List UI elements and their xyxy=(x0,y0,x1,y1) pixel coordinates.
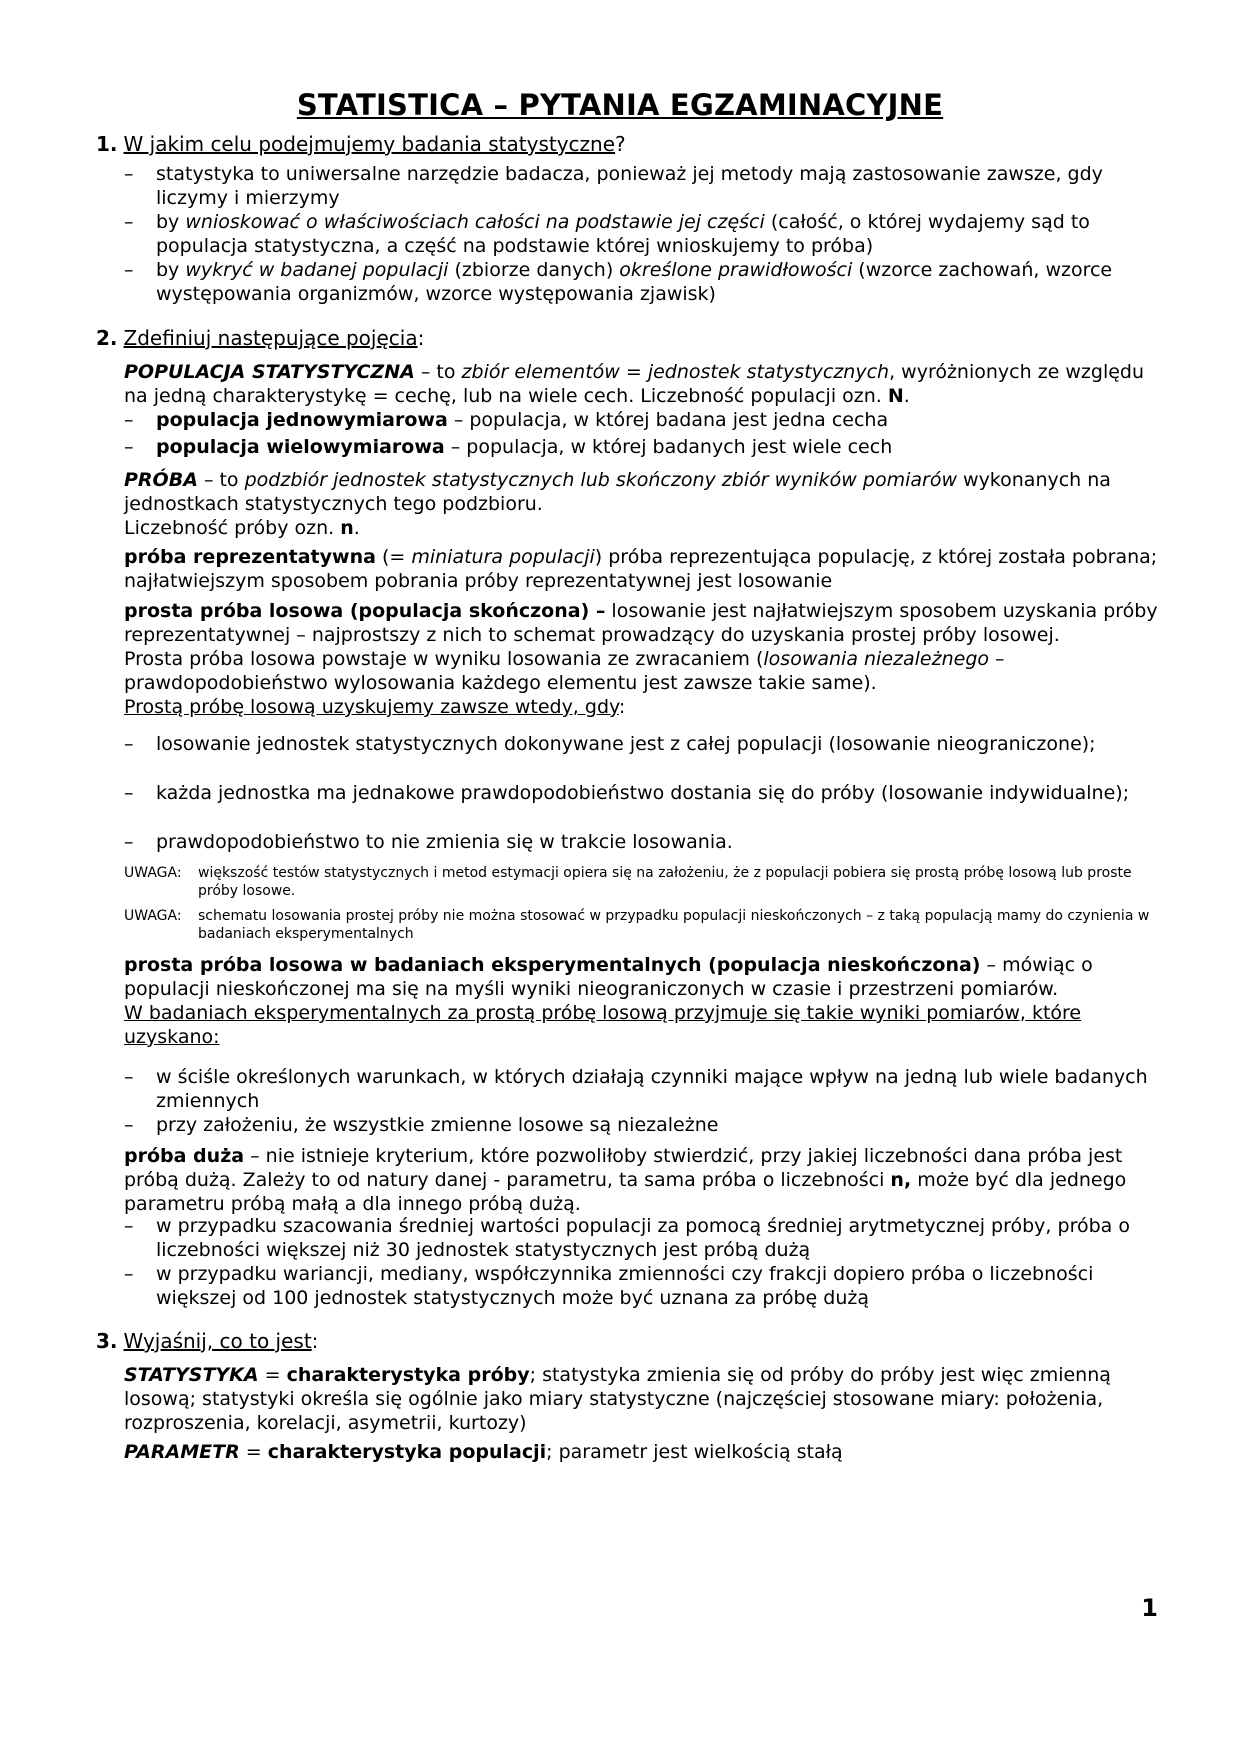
note: UWAGA: schematu losowania prostej próby nie można stosować w przypadku populacji nieskończonych – z taką populacją mamy do czynienia w badaniach eksperymentalnych xyxy=(124,908,1150,942)
bullet-dash: – xyxy=(124,436,134,458)
question-title: Zdefiniuj następujące pojęcia xyxy=(123,326,418,350)
bullet-dash: – xyxy=(124,1263,134,1285)
list-item: – w przypadku wariancji, mediany, współczynnika zmienności czy frakcji dopiero próba o liczebności większej od 100 jednostek statystycznych może być uznana za próbę dużą xyxy=(124,1263,1094,1309)
bullet-dash: – xyxy=(124,733,134,755)
definition-proba-eksperymentalna: prosta próba losowa w badaniach eksperymentalnych (populacja nieskończona) – mówiąc o populacji nieskończonej ma się na myśli wyniki nieograniczonych w czasie i przestrzeni pomiarów. W badaniach eksperymentalnych za prostą próbę losową przyjmuje się takie wyniki pomiarów, które uzyskano: xyxy=(124,954,1093,1048)
question-2-heading: 2. Zdefiniuj następujące pojęcia: xyxy=(96,326,425,350)
definition-prosta-proba-losowa: prosta próba losowa (populacja skończona) – losowanie jest najłatwiejszym sposobem uzyskania próby reprezentatywnej – najprostszy z nich to schemat prowadzący do uzyskania prostej próby losowej. Prosta próba losowa powstaje w wyniku losowania ze zwracaniem (losowania niezależnego – prawdopodobieństwo wylosowania każdego elementu jest zawsze takie same). Prostą próbę losową uzyskujemy zawsze wtedy, gdy: xyxy=(124,600,1158,718)
list-item: – prawdopodobieństwo to nie zmienia się w trakcie losowania. xyxy=(124,831,733,853)
list-item: – populacja jednowymiarowa – populacja, w której badana jest jedna cecha xyxy=(124,409,889,431)
question-number: 2. xyxy=(96,326,118,350)
list-item: – by wykryć w badanej populacji (zbiorze danych) określone prawidłowości (wzorce zachowań, wzorce występowania organizmów, wzorce występowania zjawisk) xyxy=(124,259,1113,305)
question-3-heading: 3. Wyjaśnij, co to jest: xyxy=(96,1329,319,1353)
bullet-dash: – xyxy=(124,782,134,804)
note: UWAGA: większość testów statystycznych i metod estymacji opiera się na założeniu, że z populacji pobiera się prostą próbę losową lub proste próby losowe. xyxy=(124,865,1132,899)
list-item: – by wnioskować o właściwościach całości na podstawie jej części (całość, o której wydajemy sąd to populacja statystyczna, a część na podstawie której wnioskujemy to próba) xyxy=(124,211,1090,257)
bullet-dash: – xyxy=(124,211,134,233)
definition-proba-reprezentatywna: próba reprezentatywna (= miniatura populacji) próba reprezentująca populację, z której została pobrana; najłatwiejszym sposobem pobrania próby reprezentatywnej jest losowanie xyxy=(124,546,1158,592)
bullet-dash: – xyxy=(124,409,134,431)
page-number: 1 xyxy=(1141,1594,1158,1622)
list-item: – w ściśle określonych warunkach, w których działają czynniki mające wpływ na jedną lub wiele badanych zmiennych xyxy=(124,1066,1148,1112)
definition-proba: PRÓBA – to podzbiór jednostek statystycznych lub skończony zbiór wyników pomiarów wykonanych na jednostkach statystycznych tego podzbioru. Liczebność próby ozn. n. xyxy=(124,469,1111,539)
list-item: – statystyka to uniwersalne narzędzie badacza, ponieważ jej metody mają zastosowanie zawsze, gdy liczymy i mierzymy xyxy=(124,163,1103,209)
question-1-heading: 1. W jakim celu podejmujemy badania statystyczne? xyxy=(96,132,626,156)
definition-proba-duza: próba duża – nie istnieje kryterium, które pozwoliłoby stwierdzić, przy jakiej liczebności dana próba jest próbą dużą. Zależy to od natury danej - parametru, ta sama próba o liczebności n, może być dla jednego parametru próbą małą a dla innego próbą dużą. xyxy=(124,1145,1127,1215)
question-title: Wyjaśnij, co to jest xyxy=(123,1329,312,1353)
definition-parametr: PARAMETR = charakterystyka populacji; parametr jest wielkością stałą xyxy=(124,1441,843,1463)
list-item: – populacja wielowymiarowa – populacja, w której badanych jest wiele cech xyxy=(124,436,893,458)
document-title: STATISTICA – PYTANIA EGZAMINACYJNE xyxy=(296,88,944,122)
list-item: – losowanie jednostek statystycznych dokonywane jest z całej populacji (losowanie nieograniczone); xyxy=(124,733,1096,755)
bullet-dash: – xyxy=(124,163,134,185)
bullet-dash: – xyxy=(124,1114,134,1136)
definition-statystyka: STATYSTYKA = charakterystyka próby; statystyka zmienia się od próby do próby jest więc zmienną losową; statystyki określa się ogólnie jako miary statystyczne (najczęściej stosowane miary: położenia, rozproszenia, korelacji, asymetrii, kurtozy) xyxy=(124,1364,1111,1434)
question-number: 1. xyxy=(96,132,118,156)
bullet-dash: – xyxy=(124,1066,134,1088)
bullet-dash: – xyxy=(124,1215,134,1237)
question-title: W jakim celu podejmujemy badania statystyczne xyxy=(123,132,616,156)
bullet-dash: – xyxy=(124,831,134,853)
bullet-dash: – xyxy=(124,259,134,281)
list-item: – każda jednostka ma jednakowe prawdopodobieństwo dostania się do próby (losowanie indywidualne); xyxy=(124,782,1130,804)
definition-populacja: POPULACJA STATYSTYCZNA – to zbiór elementów = jednostek statystycznych, wyróżnionych ze względu na jedną charakterystykę = cechę, lub na wiele cech. Liczebność populacji ozn. N. xyxy=(124,361,1145,407)
question-number: 3. xyxy=(96,1329,118,1353)
list-item: – przy założeniu, że wszystkie zmienne losowe są niezależne xyxy=(124,1114,719,1136)
list-item: – w przypadku szacowania średniej wartości populacji za pomocą średniej arytmetycznej próby, próba o liczebności większej niż 30 jednostek statystycznych jest próbą dużą xyxy=(124,1215,1130,1261)
